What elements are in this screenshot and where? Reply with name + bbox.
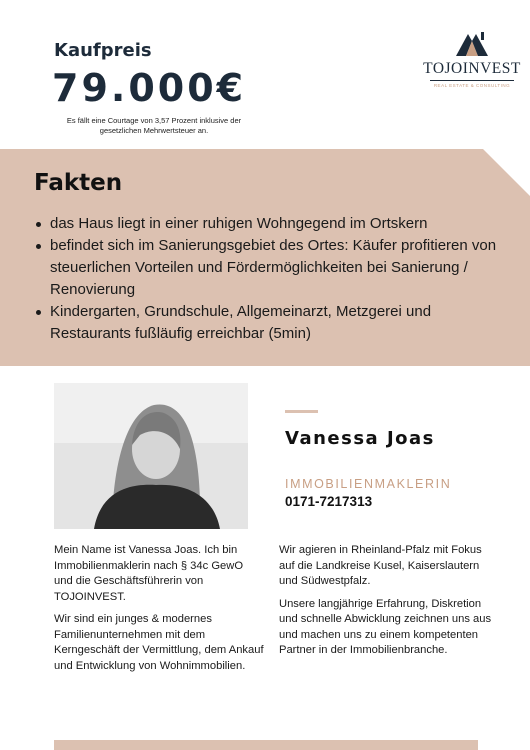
agent-phone: 0171-7217313: [285, 494, 373, 509]
bio-paragraph: Wir sind ein junges & modernes Familienunternehmen mit dem Kerngeschäft der Vermittlung, dem Ankauf und Entwicklung von Wohnimmobilien.: [54, 613, 264, 672]
price-value: 79.000€: [52, 66, 247, 110]
bio-paragraph: Wir agieren in Rheinland-Pfalz mit Fokus auf die Landkreise Kusel, Kaiserslautern und Südwestpfalz.: [279, 544, 482, 587]
price-label: Kaufpreis: [54, 40, 152, 61]
logo-subtitle: REAL ESTATE & CONSULTING: [430, 80, 514, 88]
fact-item: befindet sich im Sanierungsgebiet des Ortes: Käufer profitieren von steuerlichen Vorteilen und Fördermöglichkeiten bei Sanierung / Renovierung: [34, 235, 514, 301]
commission-note: Es fällt eine Courtage von 3,57 Prozent inklusive der gesetzlichen Mehrwertsteuer an.: [66, 116, 242, 135]
facts-list: [34, 213, 514, 345]
facts-title: Fakten: [34, 170, 123, 196]
agent-role: IMMOBILIENMAKLERIN: [285, 477, 452, 491]
accent-line: [285, 410, 318, 413]
fact-item: das Haus liegt in einer ruhigen Wohngegend im Ortskern: [34, 213, 514, 235]
bio-left-column: [54, 543, 264, 681]
bottom-decorative-band: [54, 740, 478, 750]
bio-paragraph: Unsere langjährige Erfahrung, Diskretion und schnelle Abwicklung zeichnen uns aus und machen uns zu einem kompetenten Partner in der Immobilienbranche.: [279, 597, 492, 656]
bio-right-column: [279, 543, 499, 666]
agent-portrait-photo: [54, 383, 248, 529]
decorative-corner: [483, 149, 530, 196]
logo-name: TOJOINVEST: [423, 60, 521, 77]
agent-name: Vanessa Joas: [285, 428, 435, 449]
fact-item: Kindergarten, Grundschule, Allgemeinarzt, Metzgerei und Restaurants fußläufig erreichbar (5min): [34, 301, 514, 345]
company-logo: [422, 26, 522, 88]
house-roof-logo-icon: [452, 26, 492, 58]
bio-paragraph: Mein Name ist Vanessa Joas. Ich bin Immobilienmaklerin nach § 34c GewO und die Geschäftsführerin von TOJOINVEST.: [54, 544, 244, 603]
